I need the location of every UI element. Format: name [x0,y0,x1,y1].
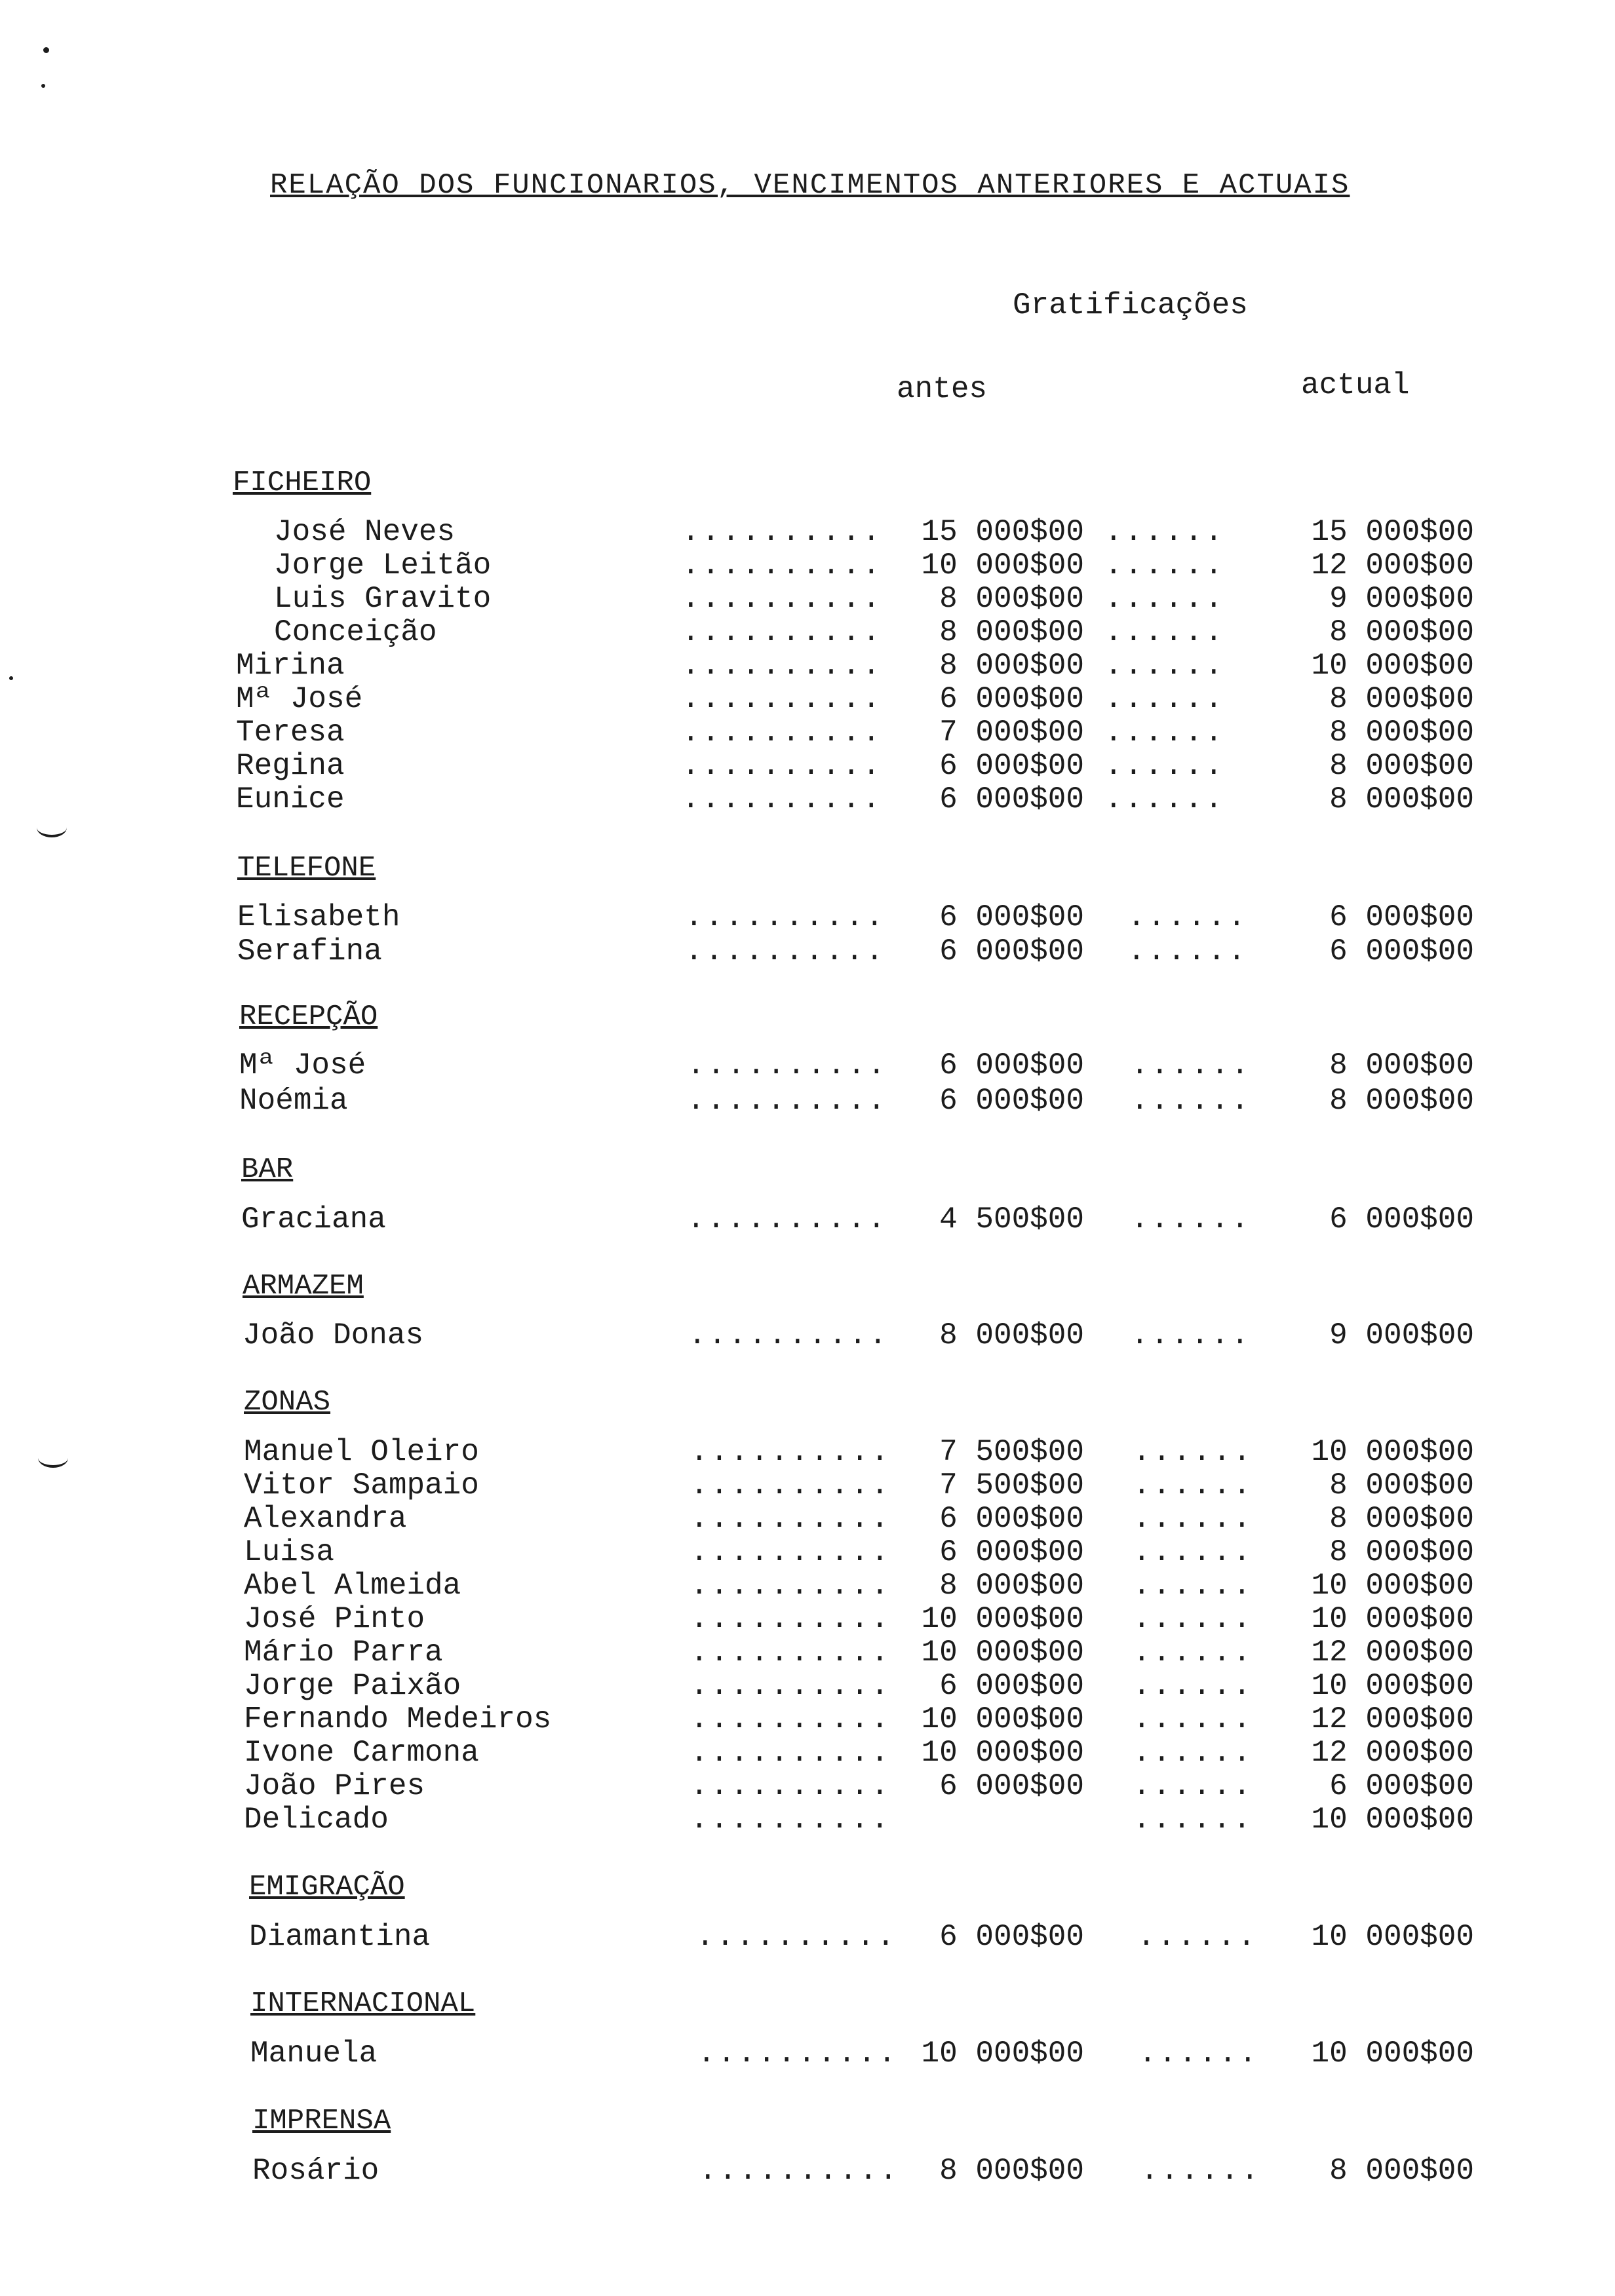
amount-antes: 6 000$00 [939,1769,1084,1803]
amount-actual: 8 000$00 [1329,1084,1474,1118]
amount-antes: 6 000$00 [939,782,1084,816]
section-heading: BAR [241,1153,294,1186]
employee-name: Mª José [239,1048,366,1082]
dot-leader: ...... [1133,1769,1253,1803]
employee-name: Rosário [252,2154,379,2188]
table-row [0,1048,1615,1082]
amount-actual: 8 000$00 [1329,682,1474,716]
table-row [0,934,1615,968]
amount-antes: 6 000$00 [939,1048,1084,1082]
dot-leader: ...... [1131,1084,1251,1118]
amount-actual: 8 000$00 [1329,2154,1474,2188]
dot-leader: .......... [690,1502,891,1536]
employee-name: Abel Almeida [244,1569,461,1603]
amount-antes: 4 500$00 [939,1202,1084,1236]
employee-name: Mário Parra [244,1636,443,1670]
employee-name: Serafina [237,934,382,968]
section-heading: EMIGRAÇÃO [249,1871,405,1904]
employee-name: Jorge Paixão [244,1669,461,1703]
employee-name: Jorge Leitão [274,548,492,583]
amount-antes: 10 000$00 [921,548,1084,583]
employee-name: Graciana [241,1202,386,1236]
table-row [0,548,1615,583]
amount-actual: 10 000$00 [1311,1602,1474,1636]
table-row [0,1636,1615,1670]
dot-leader: .......... [682,548,883,583]
dot-leader: .......... [687,1048,888,1082]
dot-leader: ...... [1133,1636,1253,1670]
amount-actual: 6 000$00 [1329,900,1474,934]
amount-actual: 6 000$00 [1329,934,1474,968]
table-row [0,749,1615,783]
amount-actual: 10 000$00 [1311,649,1474,683]
amount-antes: 10 000$00 [921,1736,1084,1770]
amount-antes: 10 000$00 [921,1636,1084,1670]
employee-name: Manuel Oleiro [244,1435,479,1469]
employee-name: Mª José [236,682,363,716]
amount-antes: 6 000$00 [939,934,1084,968]
employee-name: Conceição [274,615,437,649]
dot-leader: .......... [682,782,883,816]
section-heading: IMPRENSA [252,2105,391,2137]
table-row [0,1803,1615,1837]
amount-actual: 8 000$00 [1329,782,1474,816]
amount-actual: 6 000$00 [1329,1202,1474,1236]
amount-actual: 9 000$00 [1329,582,1474,616]
section-heading: ARMAZEM [243,1270,364,1303]
amount-antes: 6 000$00 [939,682,1084,716]
dot-leader: ...... [1133,1468,1253,1502]
dot-leader: ...... [1127,934,1248,968]
dot-leader: ...... [1133,1569,1253,1603]
employee-name: Regina [236,749,345,783]
amount-antes: 7 500$00 [939,1435,1084,1469]
amount-antes: 8 000$00 [939,615,1084,649]
employee-name: Diamantina [249,1920,431,1954]
amount-antes: 6 000$00 [939,1084,1084,1118]
dot-leader: ...... [1133,1435,1253,1469]
dot-leader: .......... [682,582,883,616]
amount-antes: 6 000$00 [939,900,1084,934]
amount-antes: 8 000$00 [939,1318,1084,1352]
amount-actual: 15 000$00 [1311,515,1474,549]
dot-leader: .......... [685,900,886,934]
employee-name: Alexandra [244,1502,407,1536]
dot-leader: ...... [1104,515,1225,549]
dot-leader: .......... [682,515,883,549]
table-row [0,1602,1615,1636]
dot-leader: .......... [690,1602,891,1636]
dot-leader: .......... [682,716,883,750]
scan-mark [41,84,45,88]
amount-antes: 15 000$00 [921,515,1084,549]
page-title: RELAÇÃO DOS FUNCIONARIOS, VENCIMENTOS ANTERIORES E ACTUAIS [270,169,1350,202]
amount-actual: 8 000$00 [1329,716,1474,750]
dot-leader: .......... [690,1669,891,1703]
dot-leader: .......... [682,682,883,716]
section-heading: RECEPÇÃO [239,1001,378,1033]
table-row [0,900,1615,934]
employee-name: Delicado [244,1803,389,1837]
table-row [0,1435,1615,1469]
dot-leader: ...... [1104,615,1225,649]
dot-leader: ...... [1104,582,1225,616]
amount-actual: 9 000$00 [1329,1318,1474,1352]
dot-leader: .......... [690,1636,891,1670]
header-gratificacoes: Gratificações [1013,288,1248,322]
employee-name: João Donas [243,1318,424,1352]
dot-leader: ...... [1104,548,1225,583]
employee-name: Mirina [236,649,345,683]
dot-leader: .......... [682,615,883,649]
amount-antes: 6 000$00 [939,1535,1084,1569]
amount-actual: 10 000$00 [1311,2037,1474,2071]
table-row [0,782,1615,816]
table-row [0,2037,1615,2071]
dot-leader: ...... [1140,2154,1261,2188]
dot-leader: .......... [690,1535,891,1569]
amount-actual: 8 000$00 [1329,615,1474,649]
employee-name: Noémia [239,1084,348,1118]
amount-actual: 8 000$00 [1329,1468,1474,1502]
dot-leader: ...... [1133,1702,1253,1736]
dot-leader: ...... [1133,1602,1253,1636]
section-heading: TELEFONE [237,852,376,885]
dot-leader: .......... [682,749,883,783]
employee-name: Luis Gravito [274,582,492,616]
amount-antes: 7 500$00 [939,1468,1084,1502]
dot-leader: ...... [1104,716,1225,750]
section-heading: FICHEIRO [233,467,372,499]
dot-leader: ...... [1104,682,1225,716]
employee-name: José Pinto [244,1602,425,1636]
scan-mark [43,47,49,53]
employee-name: João Pires [244,1769,425,1803]
amount-antes: 6 000$00 [939,1502,1084,1536]
amount-actual: 10 000$00 [1311,1669,1474,1703]
amount-antes: 8 000$00 [939,582,1084,616]
amount-actual: 8 000$00 [1329,749,1474,783]
amount-actual: 10 000$00 [1311,1803,1474,1837]
dot-leader: ...... [1133,1535,1253,1569]
table-row [0,1736,1615,1770]
dot-leader: ...... [1104,649,1225,683]
header-antes: antes [897,372,988,406]
table-row [0,1535,1615,1569]
section-heading: INTERNACIONAL [250,1987,476,2020]
amount-actual: 12 000$00 [1311,1736,1474,1770]
table-row [0,1569,1615,1603]
dot-leader: ...... [1104,749,1225,783]
dot-leader: ...... [1133,1736,1253,1770]
amount-antes: 8 000$00 [939,2154,1084,2188]
amount-antes: 10 000$00 [921,1602,1084,1636]
dot-leader: .......... [690,1702,891,1736]
amount-actual: 12 000$00 [1311,548,1474,583]
dot-leader: .......... [690,1803,891,1837]
amount-actual: 10 000$00 [1311,1569,1474,1603]
amount-actual: 12 000$00 [1311,1702,1474,1736]
dot-leader: ...... [1133,1502,1253,1536]
amount-antes: 6 000$00 [939,1669,1084,1703]
table-row [0,2154,1615,2188]
dot-leader: .......... [697,2037,899,2071]
employee-name: Fernando Medeiros [244,1702,552,1736]
employee-name: Vitor Sampaio [244,1468,479,1502]
employee-name: Ivone Carmona [244,1736,479,1770]
amount-actual: 8 000$00 [1329,1535,1474,1569]
table-row [0,1318,1615,1352]
amount-actual: 6 000$00 [1329,1769,1474,1803]
scan-mark [38,1448,68,1468]
dot-leader: ...... [1127,900,1248,934]
dot-leader: .......... [690,1769,891,1803]
dot-leader: .......... [682,649,883,683]
scan-mark [9,676,13,680]
employee-name: Manuela [250,2037,378,2071]
section-heading: ZONAS [244,1386,331,1419]
dot-leader: .......... [699,2154,900,2188]
dot-leader: ...... [1138,2037,1259,2071]
table-row [0,682,1615,716]
dot-leader: .......... [685,934,886,968]
dot-leader: .......... [690,1435,891,1469]
table-row [0,615,1615,649]
amount-actual: 8 000$00 [1329,1048,1474,1082]
table-row [0,1920,1615,1954]
table-row [0,649,1615,683]
table-row [0,515,1615,549]
table-row [0,716,1615,750]
amount-antes: 7 000$00 [939,716,1084,750]
amount-actual: 12 000$00 [1311,1636,1474,1670]
dot-leader: ...... [1137,1920,1258,1954]
dot-leader: ...... [1131,1318,1251,1352]
dot-leader: .......... [696,1920,897,1954]
amount-actual: 10 000$00 [1311,1920,1474,1954]
amount-antes: 10 000$00 [921,2037,1084,2071]
employee-name: Teresa [236,716,345,750]
amount-antes: 8 000$00 [939,649,1084,683]
table-row [0,1084,1615,1118]
dot-leader: ...... [1131,1202,1251,1236]
dot-leader: ...... [1104,782,1225,816]
amount-antes: 6 000$00 [939,749,1084,783]
table-row [0,582,1615,616]
dot-leader: .......... [690,1468,891,1502]
dot-leader: .......... [690,1736,891,1770]
employee-name: Eunice [236,782,345,816]
dot-leader: .......... [688,1318,889,1352]
dot-leader: ...... [1131,1048,1251,1082]
scan-mark [37,818,67,837]
header-actual: actual [1301,368,1410,402]
employee-name: Elisabeth [237,900,400,934]
amount-antes: 8 000$00 [939,1569,1084,1603]
table-row [0,1202,1615,1236]
employee-name: Luisa [244,1535,335,1569]
employee-name: José Neves [274,515,456,549]
dot-leader: .......... [690,1569,891,1603]
dot-leader: ...... [1133,1669,1253,1703]
amount-antes: 6 000$00 [939,1920,1084,1954]
table-row [0,1468,1615,1502]
dot-leader: ...... [1133,1803,1253,1837]
amount-antes: 10 000$00 [921,1702,1084,1736]
table-row [0,1669,1615,1703]
table-row [0,1502,1615,1536]
table-row [0,1702,1615,1736]
dot-leader: .......... [687,1084,888,1118]
table-row [0,1769,1615,1803]
dot-leader: .......... [687,1202,888,1236]
amount-actual: 8 000$00 [1329,1502,1474,1536]
amount-actual: 10 000$00 [1311,1435,1474,1469]
